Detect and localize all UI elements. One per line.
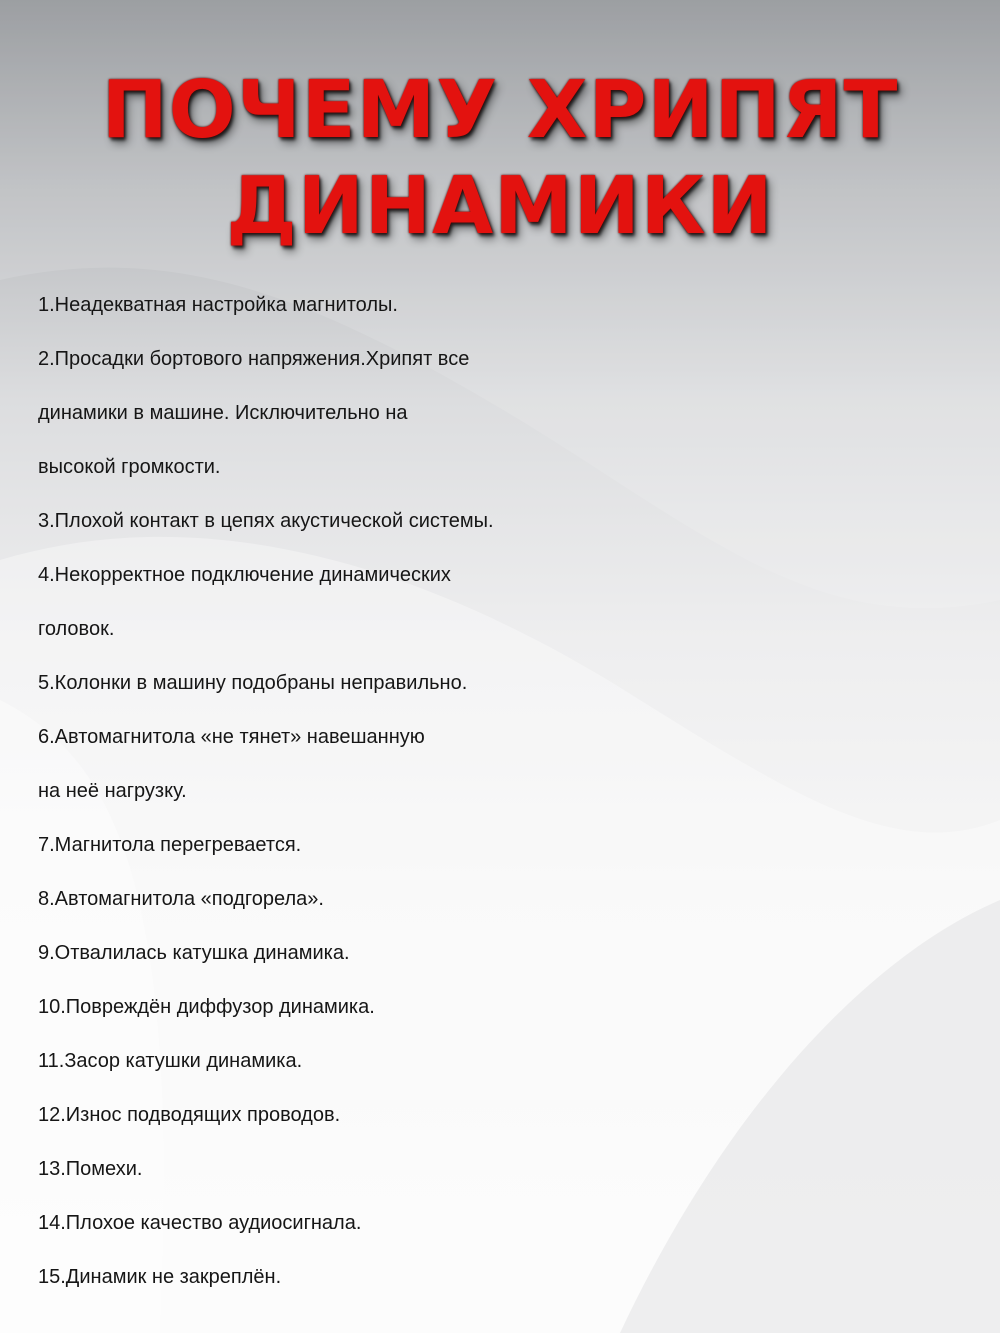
reasons-line: 10.Повреждён диффузор динамика. — [38, 996, 375, 1018]
title-line-2: ДИНАМИКИ — [226, 160, 774, 252]
reasons-line: высокой громкости. — [38, 456, 221, 478]
reasons-line: 8.Автомагнитола «подгорела». — [38, 888, 324, 910]
reasons-line: 14.Плохое качество аудиосигнала. — [38, 1212, 362, 1234]
reasons-line: 7.Магнитола перегревается. — [38, 834, 302, 856]
title-line-1: ПОЧЕМУ ХРИПЯТ — [101, 64, 899, 156]
reasons-line: 9.Отвалилась катушка динамика. — [38, 942, 350, 964]
page-title — [0, 62, 1000, 254]
reasons-line: 3.Плохой контакт в цепях акустической системы. — [38, 510, 494, 532]
reasons-line: 6.Автомагнитола «не тянет» навешанную — [38, 726, 425, 748]
reasons-line: 1.Неадекватная настройка магнитолы. — [38, 294, 398, 316]
reasons-line: динамики в машине. Исключительно на — [38, 402, 408, 424]
reasons-line: 11.Засор катушки динамика. — [38, 1050, 303, 1072]
reasons-line: на неё нагрузку. — [38, 780, 187, 802]
reasons-line: 4.Некорректное подключение динамических — [38, 564, 451, 586]
reasons-line: 13.Помехи. — [38, 1158, 143, 1180]
reasons-line: 5.Колонки в машину подобраны неправильно. — [38, 672, 468, 694]
reasons-line: 2.Просадки бортового напряжения.Хрипят все — [38, 348, 470, 370]
reasons-list — [38, 278, 1000, 1304]
reasons-line: 12.Износ подводящих проводов. — [38, 1104, 341, 1126]
reasons-line: головок. — [38, 618, 115, 640]
reasons-line: 15.Динамик не закреплён. — [38, 1266, 282, 1288]
